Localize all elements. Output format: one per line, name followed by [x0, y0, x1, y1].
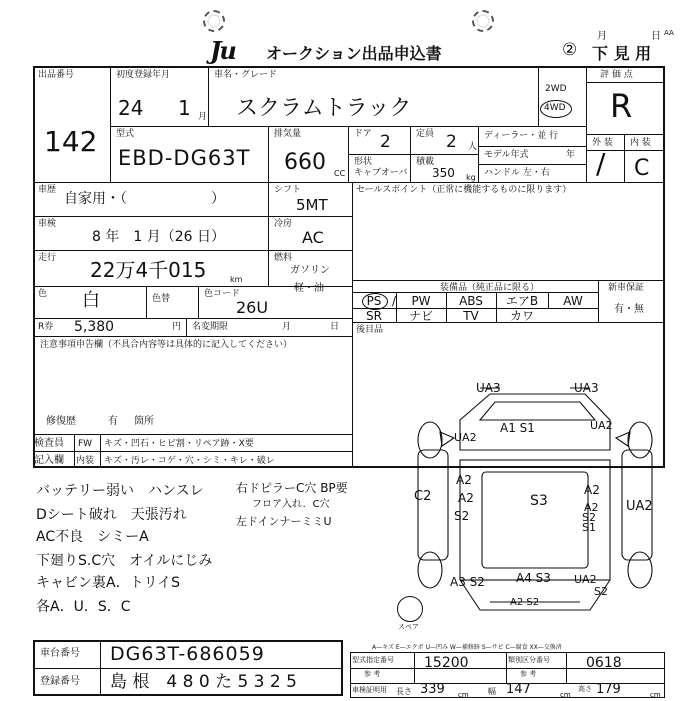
- use-value: 自家用・（ ）: [64, 191, 225, 207]
- sales-point-label: セールスポイント（正常に機能するものに限ります）: [356, 185, 572, 195]
- class-cert-label: 類別区分番号: [508, 656, 550, 664]
- shape-label: 形状: [354, 157, 373, 167]
- door-label: ドア: [354, 129, 372, 139]
- header-day-code: AA: [664, 29, 674, 37]
- note-line-2: Dシート破れ 天張汚れ: [36, 507, 187, 523]
- note-right-2: フロア入れ．C穴: [252, 499, 330, 510]
- inspection-value: 8 年 1 月（26 日）: [92, 229, 225, 245]
- lot-number-value: 142: [44, 125, 98, 158]
- equip-aw: AW: [563, 294, 583, 308]
- capacity-unit: 人: [468, 142, 478, 152]
- shift-label: シフト: [274, 185, 302, 195]
- km-unit: km: [230, 275, 243, 284]
- year-unit: 年: [566, 150, 576, 160]
- wd4-label: 4WD: [544, 103, 566, 113]
- header-day-label: 日: [651, 31, 661, 42]
- load-value: 350: [432, 166, 455, 180]
- mark-ua2-right: UA2: [590, 419, 613, 432]
- shape-value: キャブオーバ: [354, 168, 408, 178]
- yen-unit: 円: [172, 322, 182, 332]
- recorder-label: 記入欄: [34, 455, 64, 466]
- grade-value: R: [610, 87, 633, 125]
- mark-a4s3: A4 S3: [516, 571, 551, 585]
- chassis-value: DG63T-686059: [110, 643, 265, 665]
- note-line-4: 下廻りS.C穴 オイルにじみ: [36, 553, 213, 569]
- model-label: 型式: [116, 129, 135, 139]
- reg-month-unit: 月: [198, 112, 208, 122]
- inspector-row1: キズ・凹石・ヒビ割・リペア跡・X要: [104, 439, 254, 449]
- mark-a2-door-left: A2: [456, 473, 472, 487]
- copy-number: ②: [562, 40, 578, 60]
- spare-tire-circle: [397, 596, 423, 622]
- inspector-label: 検査員: [34, 438, 64, 449]
- color-code-label: 色コード: [204, 289, 241, 299]
- mark-ua2-left: UA2: [454, 431, 477, 444]
- capacity-label: 定員: [416, 129, 435, 139]
- width-label: 幅: [488, 687, 496, 696]
- cert-num-label: 車検証明用: [352, 686, 387, 694]
- width-value: 147: [506, 682, 531, 697]
- note-line-6: 各A．U．S．C: [36, 599, 131, 615]
- punch-hole-left: [203, 10, 225, 32]
- wd2-label: 2WD: [545, 84, 567, 94]
- note-line-5: キャビン裏A．トリイS: [36, 575, 181, 591]
- naisou-label: 内装: [76, 456, 95, 466]
- model-year-label: モデル年式: [484, 150, 529, 160]
- copy-label: 下 見 用: [592, 44, 652, 63]
- aircon-value: AC: [302, 228, 324, 247]
- dealer-label: ディーラー・並 行: [484, 131, 559, 141]
- repair-place-label: 箇所: [134, 416, 154, 427]
- expiry-day-label: 日: [330, 322, 340, 332]
- recorder-row1: キズ・汚レ・コゲ・穴・シミ・キレ・破レ: [104, 456, 275, 466]
- rear-seat-label: 後目品: [356, 325, 384, 335]
- car-name-value: スクラムトラック: [236, 96, 412, 121]
- recycle-label: R券: [38, 322, 54, 332]
- height-cm: cm: [650, 691, 661, 699]
- fuel-label: 燃料: [274, 253, 293, 263]
- type-cert-label: 型式指定番号: [352, 656, 394, 664]
- mark-ua3-right: UA3: [574, 381, 599, 395]
- width-cm: cm: [560, 691, 571, 699]
- equip-navi: ナビ: [408, 309, 433, 323]
- height-value: 179: [596, 682, 621, 697]
- ps-check-mark: /: [392, 294, 397, 308]
- fuel-light-value: 軽・油: [294, 283, 324, 294]
- car-name-label: 車名・グレード: [214, 70, 278, 80]
- color-code-value: 26U: [236, 298, 269, 317]
- color-label: 色: [38, 289, 48, 299]
- grade-header: 評 価 点: [600, 70, 633, 80]
- mark-a2-right: A2: [584, 501, 599, 514]
- mark-a2-mid-left: A2: [458, 491, 474, 505]
- mark-a3s2: A3 S2: [450, 575, 485, 589]
- length-label: 長さ: [396, 687, 412, 696]
- mark-ua2-far-right: UA2: [626, 499, 653, 514]
- recycle-value: 5,380: [74, 319, 115, 335]
- interior-grade-value: C: [634, 156, 650, 181]
- note-right-1: 右ドピラーC穴 BP要: [236, 481, 348, 495]
- equip-sr: SR: [366, 309, 382, 323]
- logo: Ju: [210, 36, 235, 65]
- interior-label: 内 装: [630, 138, 651, 148]
- reg-month-value: 1: [178, 96, 191, 120]
- mark-s3-bed: S3: [530, 493, 548, 509]
- damage-legend: A—キズ E—エクボ U—凹み W—補修跡 S—サビ C—腐食 XX—交換済: [372, 644, 562, 651]
- capacity-value: 2: [446, 132, 457, 152]
- note-right-3: 左ドインナーミミU: [236, 515, 332, 528]
- inspection-label: 車検: [38, 219, 57, 229]
- handle-label: ハンドル 左・右: [484, 168, 550, 178]
- mileage-label: 走行: [38, 253, 57, 263]
- class-cert-value: 0618: [586, 655, 622, 671]
- equip-ps: PS: [366, 294, 382, 308]
- rental-expiry-label: 名変期限: [192, 322, 229, 332]
- lot-number-label: 出品番号: [38, 70, 75, 80]
- equip-airbag: エアB: [505, 294, 539, 308]
- mark-c2: C2: [414, 489, 432, 504]
- expiry-month-label: 月: [282, 322, 292, 332]
- warranty-label: 新車保証: [608, 283, 645, 293]
- registration-value: 島 根 4 8 0 た 5 3 2 5: [110, 672, 297, 692]
- ps-circle: [362, 293, 388, 310]
- registration-label: 登録番号: [40, 676, 80, 687]
- mark-s2-rear-right: S2: [594, 585, 608, 598]
- fuel-gas-value: ガソリン: [290, 265, 330, 276]
- exterior-label: 外 装: [592, 138, 613, 148]
- equip-abs: ABS: [459, 294, 483, 308]
- aircon-label: 冷房: [274, 219, 293, 229]
- mark-ua2-rear-right: UA2: [574, 573, 597, 586]
- color-value: 白: [82, 290, 100, 311]
- mark-s2-left: S2: [454, 509, 470, 523]
- reg-year-value: 24: [118, 96, 144, 120]
- warranty-value: 有・無: [614, 304, 644, 315]
- exterior-grade-value: /: [596, 147, 606, 180]
- note-line-3: AC不良 シミーA: [36, 529, 149, 545]
- class-cert-ref: 参 考: [520, 670, 537, 678]
- mileage-value: 22万4千015: [90, 258, 207, 282]
- use-label: 車歴: [38, 185, 57, 195]
- length-cm: cm: [458, 691, 469, 699]
- type-cert-ref: 参 考: [364, 670, 381, 678]
- notes-header: 注意事項申告欄（不具合内容等は具体的に記入してください）: [40, 340, 293, 350]
- mark-s2-right: S2: [582, 511, 596, 524]
- equip-pw: PW: [411, 294, 431, 308]
- fw-label: FW: [78, 439, 93, 449]
- model-value: EBD-DG63T: [118, 146, 251, 170]
- equip-tv: TV: [463, 309, 479, 323]
- mark-a2s2-rear: A2 S2: [510, 597, 540, 608]
- color-change-label: 色替: [152, 294, 171, 304]
- mark-a2-bed-right: A2: [584, 483, 600, 497]
- type-cert-value: 15200: [424, 655, 469, 671]
- equip-leather: カワ: [509, 309, 534, 323]
- header-month-label: 月: [597, 31, 607, 42]
- spare-label: スペア: [398, 623, 419, 631]
- shift-value: 5MT: [296, 196, 328, 214]
- doors-value: 2: [380, 132, 391, 152]
- equipment-header: 装備品（純正品に限る）: [440, 283, 540, 293]
- first-reg-label: 初度登録年月: [116, 70, 171, 80]
- form-title: オークション出品申込書: [266, 44, 442, 63]
- punch-hole-right: [472, 10, 494, 32]
- displacement-value: 660: [284, 150, 326, 175]
- mark-s1-right: S1: [582, 521, 596, 534]
- displacement-label: 排気量: [274, 129, 302, 139]
- mark-ua3-left: UA3: [476, 381, 501, 395]
- note-line-1: バッテリー弱い ハンスレ: [36, 483, 204, 499]
- length-value: 339: [420, 682, 445, 697]
- cc-unit: CC: [334, 169, 346, 178]
- chassis-label: 車台番号: [40, 648, 80, 659]
- repair-history-label: 修復歴: [46, 416, 76, 427]
- repair-value: 有: [108, 416, 118, 427]
- load-unit: kg: [466, 173, 476, 182]
- mark-a1s1: A1 S1: [500, 421, 535, 435]
- height-label: 高さ: [578, 685, 592, 693]
- load-label: 積載: [416, 157, 435, 167]
